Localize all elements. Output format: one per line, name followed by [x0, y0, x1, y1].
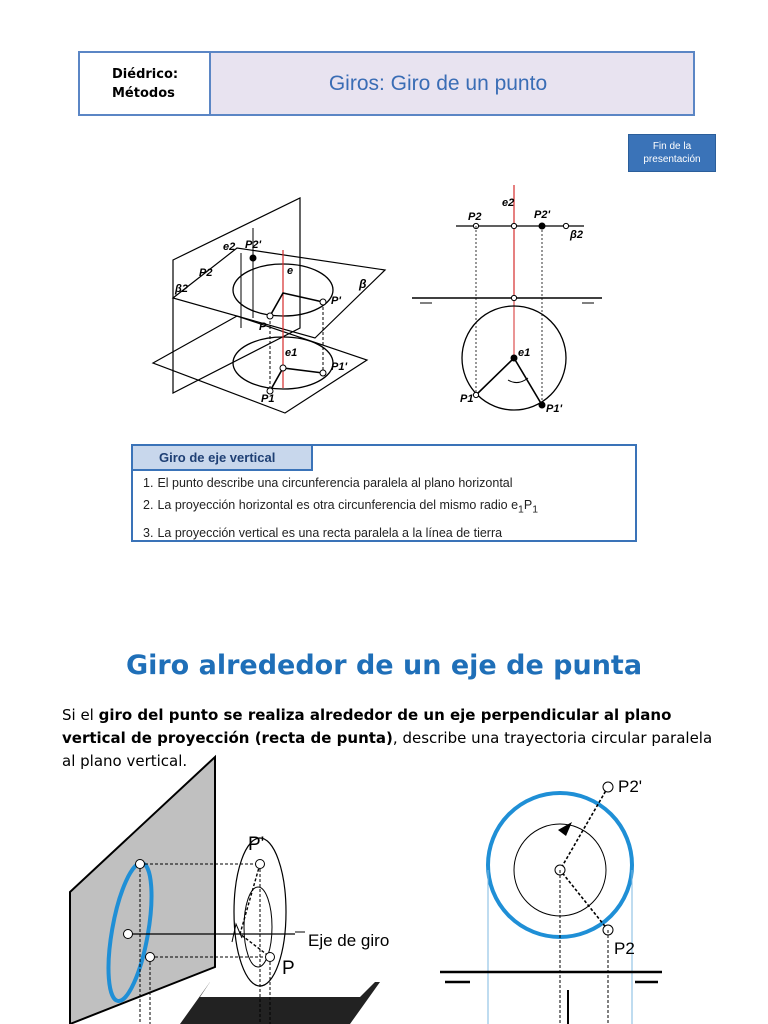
- label-beta: β: [359, 277, 367, 291]
- list-item: 3. La proyección vertical es una recta paralela a la línea de tierra: [143, 525, 503, 540]
- topic-tag-line1: Diédrico:: [112, 66, 179, 82]
- label-p2-proj: P2: [614, 939, 635, 958]
- figure-3d-vertical-axis: [145, 188, 390, 418]
- label-p-prime-3d: P': [248, 834, 265, 855]
- header-banner: [78, 51, 695, 116]
- end-button-line1: Fin de la: [652, 141, 692, 152]
- topic-tag: [80, 53, 211, 114]
- figure-projection-perpendicular-axis: [440, 770, 662, 1024]
- end-presentation-button[interactable]: [628, 134, 716, 172]
- label-p2-prime-proj: P2': [618, 777, 643, 796]
- label-p2-prime: P2': [245, 239, 262, 251]
- proj-label-p2: P2: [468, 211, 482, 223]
- proj-label-e2: e2: [502, 197, 515, 209]
- label-p1: P1: [261, 393, 275, 405]
- info-box-vertical-axis: [131, 444, 637, 542]
- beta-plane: [173, 248, 385, 338]
- list-item: 1. El punto describe una circunferencia paralela al plano horizontal: [143, 476, 513, 490]
- label-e2: e2: [223, 241, 236, 253]
- proj-label-e1: e1: [518, 347, 531, 359]
- end-button-line2: presentación: [643, 154, 701, 165]
- figure-projection-vertical-axis: [412, 180, 612, 418]
- label-p: P: [259, 321, 267, 333]
- topic-tag-line2: Métodos: [112, 85, 175, 101]
- proj-label-p1: P1: [460, 393, 474, 405]
- label-axis: Eje de giro: [308, 931, 390, 950]
- label-p2: P2: [199, 267, 213, 279]
- proj-label-beta2: β2: [570, 229, 583, 241]
- info-box-list: [143, 472, 538, 544]
- gray-vertical-plane: [70, 757, 215, 1024]
- label-p-prime: P': [331, 295, 341, 307]
- figure-3d-perpendicular-axis: [60, 752, 410, 1024]
- label-p1-prime: P1': [331, 361, 348, 373]
- label-e: e: [287, 265, 294, 277]
- label-beta2: β2: [175, 283, 188, 295]
- label-e1: e1: [285, 347, 298, 359]
- proj-label-p1-prime: P1': [546, 403, 563, 415]
- section-paragraph: Si el giro del punto se realiza alrededor de un eje perpendicular al plano vertical de proyección (recta de punta), describe una trayectoria circular paralela al plano vertical.: [62, 706, 713, 770]
- page-title: Giros: Giro de un punto: [328, 71, 548, 95]
- info-box-heading: Giro de eje vertical: [133, 446, 313, 471]
- list-item: 2. La proyección horizontal es otra circunferencia del mismo radio $e_1P_1$: [143, 498, 538, 516]
- label-p-3d: P: [282, 958, 295, 979]
- section-title: Giro alrededor de un eje de punta: [125, 650, 643, 681]
- proj-label-p2-prime: P2': [534, 209, 551, 221]
